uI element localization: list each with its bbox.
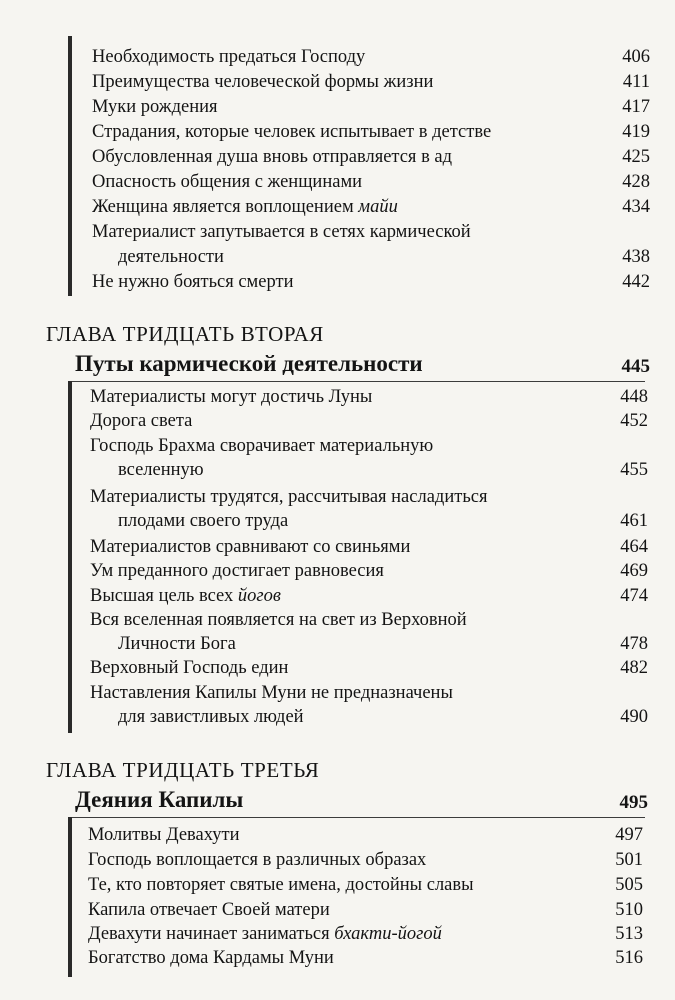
toc-entry-page: 461 <box>620 511 648 531</box>
toc-entry-title <box>90 584 281 608</box>
toc-entry-title-italic: йогов <box>237 586 281 606</box>
toc-entry-page: 406 <box>622 47 650 67</box>
toc-entry-page: 501 <box>615 850 643 870</box>
toc-entry-page: 411 <box>622 72 650 92</box>
toc-entry-page: 469 <box>620 561 648 581</box>
toc-entry-page: 452 <box>620 411 648 431</box>
toc-entry-title: Обусловленная душа вновь отправляется в ад <box>92 147 453 167</box>
toc-entry-page: 490 <box>620 707 648 727</box>
toc-entry-page: 497 <box>615 825 643 845</box>
toc-entry-page: 455 <box>620 460 648 480</box>
toc-entry-title: Не нужно бояться смерти <box>92 272 294 292</box>
section-underline <box>72 817 645 818</box>
toc-entry-page: 510 <box>615 900 643 920</box>
toc-entry-title-italic: майи <box>358 197 398 217</box>
section-title[interactable]: Деяния Капилы <box>75 787 244 812</box>
toc-entry-title: Вся вселенная появляется на свет из Верховной <box>90 610 467 630</box>
toc-entry-page: 516 <box>615 948 643 968</box>
toc-entry-title: Господь воплощается в различных образах <box>88 850 427 870</box>
section-rule <box>68 381 72 733</box>
toc-entry-title-line2: плодами своего труда <box>118 511 289 531</box>
section-rule-top <box>68 36 72 296</box>
section-title[interactable]: Путы кармической деятельности <box>75 351 423 376</box>
toc-entry-page: 482 <box>620 658 648 678</box>
toc-entry-title-text: Девахути начинает заниматься <box>88 924 335 944</box>
chapter-heading: ГЛАВА ТРИДЦАТЬ ТРЕТЬЯ <box>46 758 320 782</box>
toc-entry-page: 438 <box>622 247 650 267</box>
section-page: 495 <box>619 792 648 813</box>
toc-entry-title-line2: Личности Бога <box>118 634 236 654</box>
toc-entry-title-italic: бхакти-йогой <box>334 924 442 944</box>
toc-entry-title-text: Высшая цель всех <box>90 586 238 606</box>
toc-entry-title: Материалисты могут достичь Луны <box>90 387 373 407</box>
toc-entry-page: 478 <box>620 634 648 654</box>
section-rule <box>68 817 72 977</box>
section-underline <box>72 381 645 382</box>
toc-entry-page: 448 <box>620 387 648 407</box>
toc-entry-page: 464 <box>620 537 648 557</box>
toc-entry-title: Преимущества человеческой формы жизни <box>92 72 434 92</box>
toc-entry-title: Богатство дома Кардамы Муни <box>88 948 334 968</box>
toc-entry-page: 474 <box>620 586 648 606</box>
toc-entry-title-line2: вселенную <box>118 460 204 480</box>
toc-entry-page: 442 <box>622 272 650 292</box>
toc-entry-title: Ум преданного достигает равновесия <box>90 561 384 581</box>
section-page: 445 <box>621 356 650 377</box>
toc-entry-title-line2: для завистливых людей <box>118 707 304 727</box>
toc-entry-title-line2: деятельности <box>118 247 224 267</box>
toc-entry-page: 513 <box>615 924 643 944</box>
toc-entry-title: Наставления Капилы Муни не предназначены <box>90 683 453 703</box>
toc-entry-title: Муки рождения <box>92 97 218 117</box>
chapter-heading: ГЛАВА ТРИДЦАТЬ ВТОРАЯ <box>46 322 324 346</box>
toc-entry-title: Материалистов сравнивают со свиньями <box>90 537 411 557</box>
toc-entry-title: Верховный Господь един <box>90 658 289 678</box>
toc-entry-title: Необходимость предаться Господу <box>92 47 366 67</box>
toc-entry-title: Господь Брахма сворачивает материальную <box>90 436 434 456</box>
toc-entry-page: 434 <box>622 197 650 217</box>
toc-entry-title-text: Женщина является воплощением <box>92 197 359 217</box>
toc-entry-page: 417 <box>622 97 650 117</box>
toc-entry-title: Те, кто повторяет святые имена, достойны славы <box>88 875 474 895</box>
toc-entry-page: 419 <box>622 122 650 142</box>
toc-entry-title: Материалисты трудятся, рассчитывая насладиться <box>90 487 488 507</box>
toc-entry-title: Опасность общения с женщинами <box>92 172 363 192</box>
toc-entry-title: Молитвы Девахути <box>88 825 240 845</box>
toc-entry-page: 505 <box>615 875 643 895</box>
toc-entry-page: 425 <box>622 147 650 167</box>
toc-entry-title: Капила отвечает Своей матери <box>88 900 330 920</box>
toc-entry-title: Страдания, которые человек испытывает в детстве <box>92 122 492 142</box>
toc-entry-title <box>92 195 398 219</box>
toc-entry-title: Материалист запутывается в сетях кармической <box>92 222 471 242</box>
toc-entry-title <box>88 922 442 946</box>
toc-entry-page: 428 <box>622 172 650 192</box>
toc-entry-title: Дорога света <box>90 411 193 431</box>
